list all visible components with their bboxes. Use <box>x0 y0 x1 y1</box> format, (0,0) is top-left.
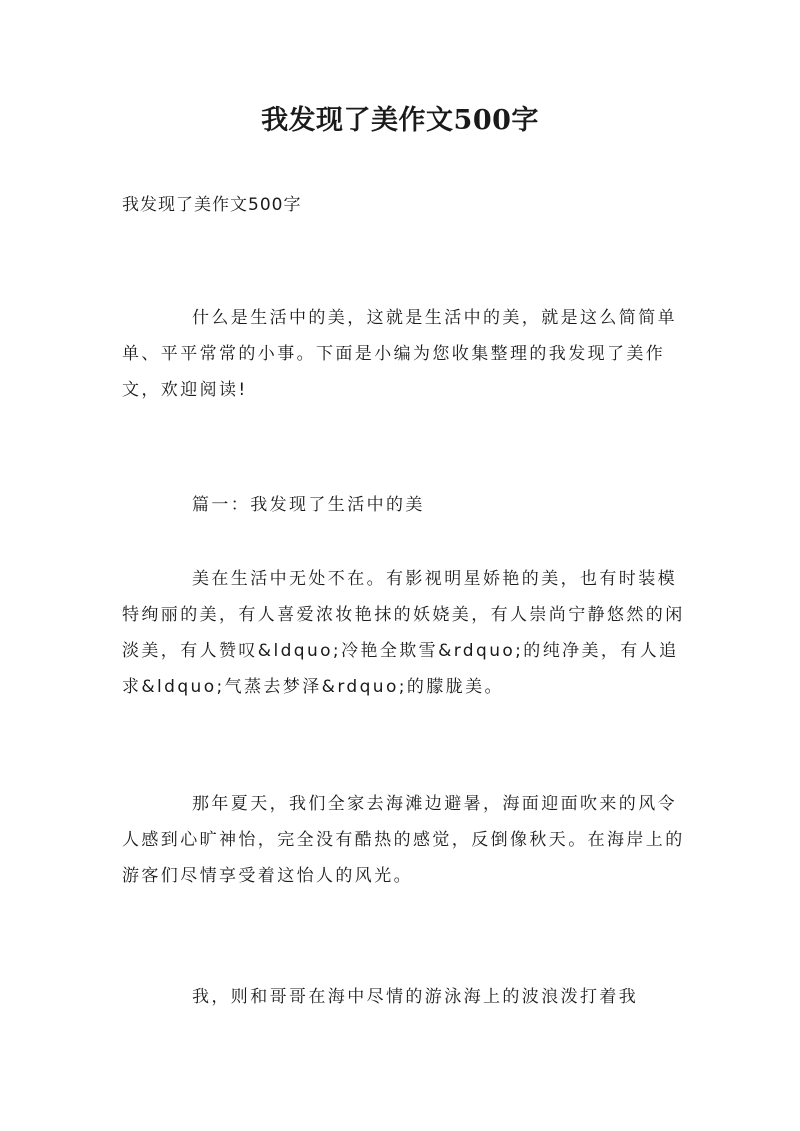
body-paragraph: 我，则和哥哥在海中尽情的游泳海上的波浪泼打着我 <box>192 987 639 1007</box>
body-paragraph: 美在生活中无处不在。有影视明星娇艳的美，也有时装模特绚丽的美，有人喜爱浓妆艳抹的妖娆美，有人崇尚宁静悠然的闲淡美，有人赞叹&ldquo;冷艳全欺雪&rdquo;的纯净美，有人追求&ldquo;气蒸去梦泽&rdquo;的朦胧美。 <box>122 569 685 697</box>
document-title: 我发现了美作文500字 <box>261 105 539 136</box>
body-paragraph: 那年夏天，我们全家去海滩边避暑，海面迎面吹来的风令人感到心旷神怡，完全没有酷热的感觉，反倒像秋天。在海岸上的游客们尽情享受着这怡人的风光。 <box>122 794 685 886</box>
document-subtitle: 我发现了美作文500字 <box>122 195 302 215</box>
intro-paragraph: 什么是生活中的美，这就是生活中的美，就是这么简简单单、平平常常的小事。下面是小编为您收集整理的我发现了美作文，欢迎阅读! <box>122 308 677 400</box>
section-heading: 篇一：我发现了生活中的美 <box>192 495 425 515</box>
